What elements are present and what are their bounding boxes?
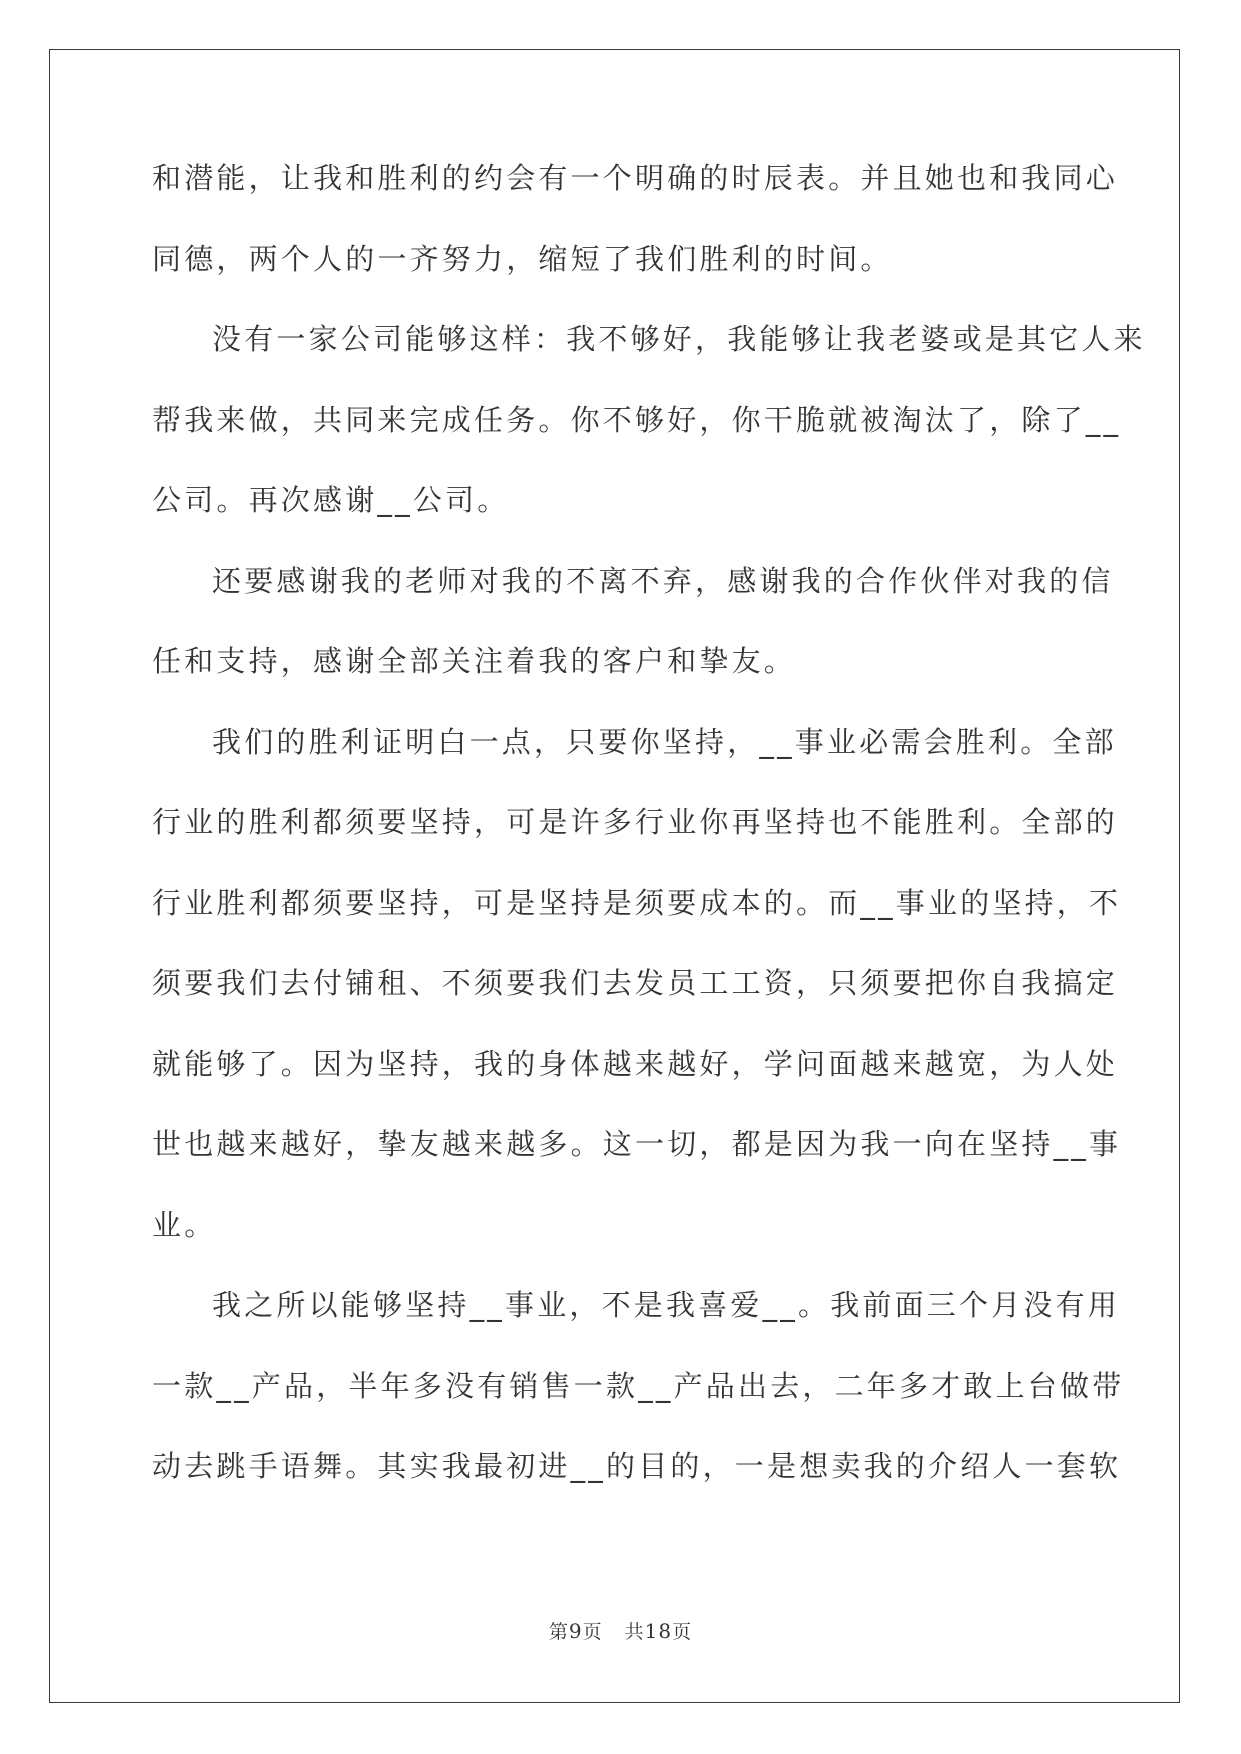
text-line: 同德，两个人的一齐努力，缩短了我们胜利的时间。 bbox=[152, 241, 893, 276]
text-line: 没有一家公司能够这样：我不够好，我能够让我老婆或是其它人来 bbox=[212, 322, 1146, 356]
text-line: 还要感谢我的老师对我的不离不弃，感谢我的合作伙伴对我的信 bbox=[212, 563, 1114, 598]
text-line: 须要我们去付铺租、不须要我们去发员工工资，只须要把你自我搞定 bbox=[152, 966, 1119, 1000]
page-footer bbox=[0, 1617, 1241, 1644]
text-line: 我们的胜利证明白一点，只要你坚持，__事业必需会胜利。全部 bbox=[212, 724, 1117, 759]
text-line: 动去跳手语舞。其实我最初进__的目的，一是想卖我的介绍人一套软 bbox=[152, 1449, 1122, 1483]
text-line: 就能够了。因为坚持，我的身体越来越好，学问面越来越宽，为人处 bbox=[152, 1046, 1119, 1081]
text-line: 任和支持，感谢全部关注着我的客户和挚友。 bbox=[152, 644, 797, 678]
total-suffix: 页 bbox=[672, 1621, 693, 1643]
text-line: 我之所以能够坚持__事业，不是我喜爱__。我前面三个月没有用 bbox=[212, 1288, 1121, 1322]
text-line: 行业胜利都须要坚持，可是坚持是须要成本的。而__事业的坚持，不 bbox=[152, 885, 1122, 920]
text-line: 帮我来做，共同来完成任务。你不够好，你干脆就被淘汰了，除了__ bbox=[152, 402, 1122, 437]
text-line: 业。 bbox=[152, 1207, 217, 1242]
text-line: 一款__产品，半年多没有销售一款__产品出去，二年多才敢上台做带 bbox=[152, 1368, 1125, 1403]
text-line: 和潜能，让我和胜利的约会有一个明确的时辰表。并且她也和我同心 bbox=[152, 161, 1119, 195]
text-line: 公司。再次感谢__公司。 bbox=[152, 483, 510, 517]
page-prefix: 第 bbox=[548, 1621, 569, 1643]
page-number: 9 bbox=[568, 1619, 583, 1643]
text-line: 行业的胜利都须要坚持，可是许多行业你再坚持也不能胜利。全部的 bbox=[152, 805, 1119, 839]
page-suffix: 页 bbox=[582, 1621, 603, 1643]
total-prefix: 共 bbox=[624, 1621, 645, 1643]
total-pages: 18 bbox=[644, 1619, 673, 1643]
text-line: 世也越来越好，挚友越来越多。这一切，都是因为我一向在坚持__事 bbox=[152, 1127, 1122, 1161]
document-body bbox=[152, 138, 1146, 1507]
